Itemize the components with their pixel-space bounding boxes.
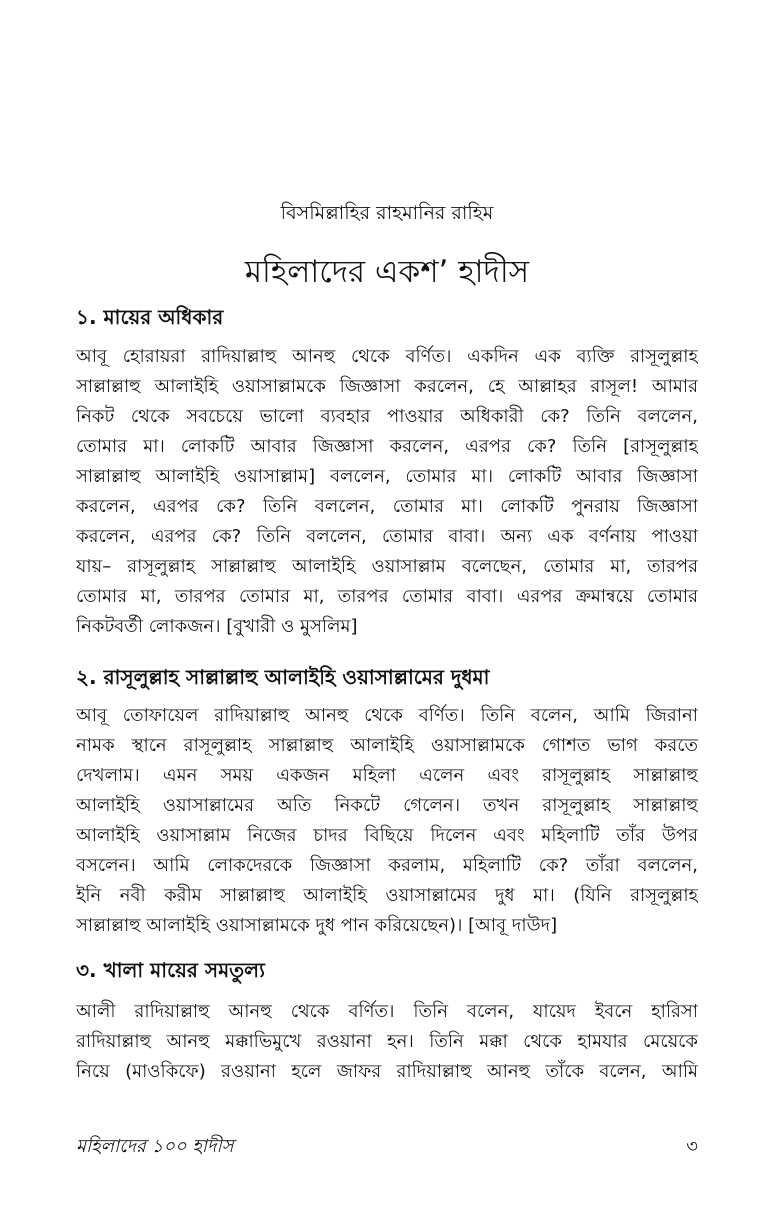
section-heading: ১. মায়ের অধিকার bbox=[76, 305, 224, 329]
running-footer-title: মহিলাদের ১০০ হাদীস bbox=[76, 1136, 234, 1157]
paragraph-line: আবূ হোরায়রা রাদিয়াল্লাহু আনহু থেকে বর্ণিত। একদিন এক ব্যক্তি রাসূলুল্লাহ bbox=[76, 346, 698, 367]
paragraph-line: বসলেন। আমি লোকদেরকে জিজ্ঞাসা করলাম, মহিলাটি কে? তাঁরা বললেন, bbox=[76, 855, 698, 876]
section-heading: ২. রাসূলুল্লাহ সাল্লাল্লাহু আলাইহি ওয়াসাল্লামের দুধমা bbox=[76, 665, 490, 689]
paragraph-line: নামক স্থানে রাসূলুল্লাহ সাল্লাল্লাহু আলাইহি ওয়াসাল্লামকে গোশত ভাগ করতে bbox=[76, 735, 698, 756]
paragraph-line: সাল্লাল্লাহু আলাইহি ওয়াসাল্লামকে দুধ পান করিয়েছেন)। [আবূ দাউদ] bbox=[76, 915, 558, 936]
paragraph-line: তোমার মা, তারপর তোমার মা, তারপর তোমার বাবা। এরপর ক্রমান্বয়ে তোমার bbox=[76, 586, 698, 607]
paragraph-line: নিকটবর্তী লোকজন। [বুখারী ও মুসলিম] bbox=[76, 616, 358, 637]
paragraph-line: করলেন, এরপর কে? তিনি বললেন, তোমার মা। লোকটি পুনরায় জিজ্ঞাসা bbox=[76, 496, 698, 517]
section-heading: ৩. খালা মায়ের সমতুল্য bbox=[76, 958, 265, 982]
paragraph-line: ইনি নবী করীম সাল্লাল্লাহু আলাইহি ওয়াসাল্লামের দুধ মা। (যিনি রাসূলুল্লাহ bbox=[76, 885, 698, 906]
paragraph-line: আলী রাদিয়াল্লাহু আনহু থেকে বর্ণিত। তিনি বলেন, যায়েদ ইবনে হারিসা bbox=[76, 1001, 698, 1022]
paragraph-line: আলাইহি ওয়াসাল্লাম নিজের চাদর বিছিয়ে দিলেন এবং মহিলাটি তাঁর উপর bbox=[76, 825, 698, 846]
paragraph-line: তোমার মা। লোকটি আবার জিজ্ঞাসা করলেন, এরপর কে? তিনি [রাসূলুল্লাহ bbox=[76, 436, 698, 457]
paragraph-line: যায়– রাসূলুল্লাহ সাল্লাল্লাহু আলাইহি ওয়াসাল্লাম বলেছেন, তোমার মা, তারপর bbox=[76, 556, 698, 577]
paragraph-line: করলেন, এরপর কে? তিনি বললেন, তোমার বাবা। অন্য এক বর্ণনায় পাওয়া bbox=[76, 526, 698, 547]
paragraph-line: আলাইহি ওয়াসাল্লামের অতি নিকটে গেলেন। তখন রাসূলুল্লাহ সাল্লাল্লাহু bbox=[76, 795, 698, 816]
paragraph-line: দেখলাম। এমন সময় একজন মহিলা এলেন এবং রাসূলুল্লাহ সাল্লাল্লাহু bbox=[76, 765, 698, 786]
section-2 bbox=[76, 662, 698, 941]
page-title: মহিলাদের একশ’ হাদীস bbox=[244, 254, 530, 290]
section-3 bbox=[76, 955, 698, 1087]
bismillah-line: বিসমিল্লাহির রাহমানির রাহিম bbox=[280, 202, 494, 224]
paragraph-line: আবূ তোফায়েল রাদিয়াল্লাহু আনহু থেকে বর্ণিত। তিনি বলেন, আমি জিরানা bbox=[76, 705, 698, 726]
paragraph-line: রাদিয়াল্লাহু আনহু মক্কাভিমুখে রওয়ানা হন। তিনি মক্কা থেকে হামযার মেয়েকে bbox=[76, 1031, 698, 1052]
paragraph-line: সাল্লাল্লাহু আলাইহি ওয়াসাল্লাম] বললেন, তোমার মা। লোকটি আবার জিজ্ঞাসা bbox=[76, 466, 698, 487]
page-number: ৩ bbox=[686, 1136, 698, 1157]
section-1 bbox=[76, 302, 698, 642]
paragraph-line: নিয়ে (মাওকিফে) রওয়ানা হলে জাফর রাদিয়াল্লাহু আনহু তাঁকে বলেন, আমি bbox=[76, 1061, 698, 1082]
paragraph-line: নিকট থেকে সবচেয়ে ভালো ব্যবহার পাওয়ার অধিকারী কে? তিনি বললেন, bbox=[76, 406, 698, 427]
paragraph-line: সাল্লাল্লাহু আলাইহি ওয়াসাল্লামকে জিজ্ঞাসা করলেন, হে আল্লাহর রাসূল! আমার bbox=[76, 376, 698, 397]
